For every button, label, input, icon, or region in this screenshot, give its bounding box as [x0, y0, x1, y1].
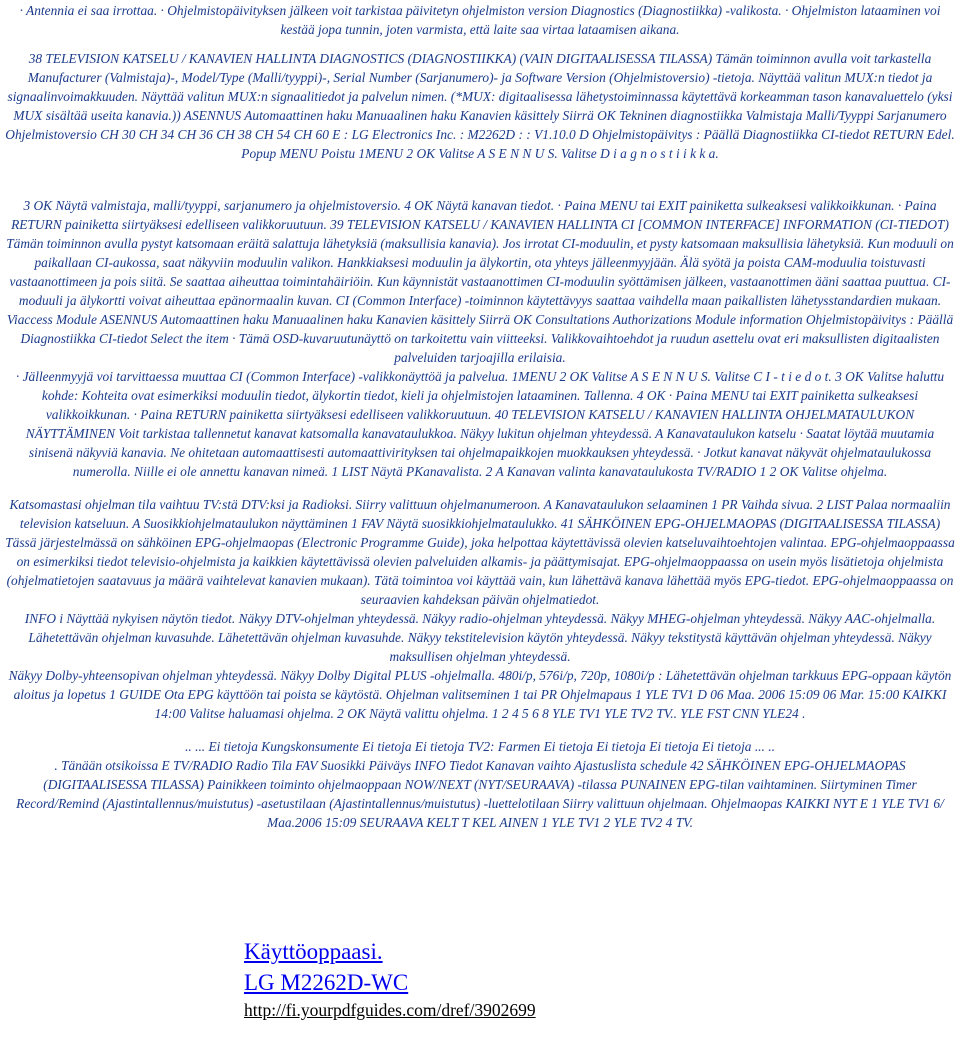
paragraph-diagnostics: 38 TELEVISION KATSELU / KANAVIEN HALLINTA DIAGNOSTICS (DIAGNOSTIIKKA) (VAIN DIGITAALISESSA TILASSA) Tämän toiminnon avulla voit tarkastella Manufacturer (Valmistaja)-, Model/Type (Malli/tyyppi)-, Serial Number (Sarjanumero)- ja Software Version (Ohjelmistoversio) -tietoja. Näyttää valitun MUX:n tiedot ja signaalinvoimakkuuden. Näyttää valitun MUX:n signaalitiedot ja palvelun nimen. (*MUX: digitaalisessa lähetystoiminnassa käytettävä korkeamman tason kanavaluettelo (yksi MUX sisältää useita kanavia.)) ASENNUS Automaattinen haku Manuaalinen haku Kanavien käsittely Siirrä OK Tekninen diagnostiikka Valmistaja Malli/Tyyppi Sarjanumero Ohjelmistoversio CH 30 CH 34 CH 36 CH 38 CH 54 CH 60 E : LG Electronics Inc. : M2262D : : V1.10.0 D Ohjelmistopäivitys : Päällä Diagnostiikka CI-tiedot RETURN Edel. Popup MENU Poistu 1MENU 2 OK Valitse A S E N N U S. Valitse D i a g n o s t i i k k a.: [5, 51, 955, 161]
paragraph-aspect: Lähetettävän ohjelman kuvasuhde. Lähetettävän ohjelman kuvasuhde. Näkyy tekstitelevision käytön yhteydessä. Näkyy tekstitystä käyttävän ohjelman yhteydessä. Näkyy maksullisen ohjelman yhteydessä.: [28, 630, 932, 664]
paragraph-info: INFO i Näyttää nykyisen näytön tiedot. Näkyy DTV-ohjelman yhteydessä. Näkyy radio-ohjelman yhteydessä. Näkyy MHEG-ohjelman yhteydessä. Näkyy AAC-ohjelmalla.: [24, 611, 936, 626]
spacer: [5, 182, 955, 196]
manual-link[interactable]: Käyttöoppaasi.: [244, 939, 383, 964]
paragraph-antenna-warning: · Antennia ei saa irrottaa. · Ohjelmistopäivityksen jälkeen voit tarkistaa päivitetyn ohjelmiston version Diagnostics (Diagnostiikka) -valikosta. · Ohjelmiston lataaminen voi kestää jopa tunnin, joten varmista, että laite saa virtaa lataamisen aikana.: [19, 3, 941, 37]
spacer: [5, 163, 955, 182]
url-link[interactable]: http://fi.yourpdfguides.com/dref/3902699: [244, 1000, 536, 1020]
paragraph-no-data: .. ... Ei tietoja Kungskonsumente Ei tietoja Ei tietoja TV2: Farmen Ei tietoja Ei tietoja Ei tietoja Ei tietoja ... ..: [185, 739, 775, 754]
paragraph-dolby: Näkyy Dolby-yhteensopivan ohjelman yhteydessä. Näkyy Dolby Digital PLUS -ohjelmalla. 480i/p, 576i/p, 720p, 1080i/p : Lähetettävän ohjelman tarkkuus EPG-oppaan käytön aloitus ja lopetus 1 GUIDE Ota EPG käyttöön tai poista se käytöstä. Ohjelman valitseminen 1 tai PR Ohjelmapaus 1 YLE TV1 D 06 Maa. 2006 15:09 06 Mar. 15:00 KAIKKI 14:00 Valitse haluamasi ohjelma. 2 OK Näytä valittu ohjelma. 1 2 4 5 6 8 YLE TV1 YLE TV2 TV.. YLE FST CNN YLE24 .: [8, 668, 952, 721]
spacer: [5, 481, 955, 495]
paragraph-guide-functions: . Tänään otsikoissa E TV/RADIO Radio Tila FAV Suosikki Päiväys INFO Tiedot Kanavan vaihto Ajastuslista schedule 42 SÄHKÖINEN EPG-OHJELMAOPAS (DIGITAALISESSA TILASSA) Painikkeen toiminto ohjelmaoppaan NOW/NEXT (NYT/SEURAAVA) -tilassa PUNAINEN EPG-tilan vaihtaminen. Siirtyminen Timer Record/Remind (Ajastintallennus/muistutus) -asetustilaan (Ajastintallennus/muistutus) -luettelotilaan Siirry valittuun ohjelmaan. Ohjelmaopas KAIKKI NYT E 1 YLE TV1 6/ Maa.2006 15:09 SEURAAVA KELT T KEL AINEN 1 YLE TV1 2 YLE TV2 4 TV.: [16, 758, 944, 830]
paragraph-epg: Katsomastasi ohjelman tila vaihtuu TV:stä DTV:ksi ja Radioksi. Siirry valittuun ohjelmanumeroon. A Kanavataulukon selaaminen 1 PR Vaihda sivua. 2 LIST Palaa normaaliin television katseluun. A Suosikkiohjelmataulukon näyttäminen 1 FAV Näytä suosikkiohjelmataulukko. 41 SÄHKÖINEN EPG-OHJELMAOPAS (DIGITAALISESSA TILASSA) Tässä järjestelmässä on sähköinen EPG-ohjelmaopas (Electronic Programme Guide), joka helpottaa käytettävissä olevien katseluvaihtoehtojen valintaa. EPG-ohjelmaoppaassa on esimerkiksi tiedot televisio-ohjelmista ja kaikkien käytettävissä olevien palveluiden alkamis- ja päättymisajat. EPG-ohjelmaoppaassa on usein myös lisätietoja ohjelmista (ohjelmatietojen saatavuus ja määrä vaihtelevat kanavien mukaan). Tätä toimintoa voi käyttää vain, kun lähettävä kanava lähettää myös EPG-tiedot. EPG-ohjelmaoppaassa on seuraavien kahdeksan päivän ohjelmatiedot.: [5, 497, 955, 607]
paragraph-channel-table: · Jälleenmyyjä voi tarvittaessa muuttaa CI (Common Interface) -valikkonäyttöä ja palvelua. 1MENU 2 OK Valitse A S E N N U S. Valitse C I - t i e d o t. 3 OK Valitse haluttu kohde: Kohteita ovat esimerkiksi moduulin tiedot, älykortin tiedot, kieli ja ohjelmistojen lataaminen. Tallenna. 4 OK · Paina MENU tai EXIT painiketta sulkeaksesi valikkoikkunan. · Paina RETURN painiketta siirtyäksesi edelliseen valikkoruutuun. 40 TELEVISION KATSELU / KANAVIEN HALLINTA OHJELMATAULUKON NÄYTTÄMINEN Voit tarkistaa tallennetut kanavat katsomalla kanavataulukkoa. Näkyy lukitun ohjelman yhteydessä. A Kanavataulukon katselu · Saatat löytää muutamia sinisenä näkyviä kanavia. Ne ohitetaan automaattisesti automaattivirityksen tai ohjelmapaikkojen muokkauksen yhteydessä. · Jotkut kanavat näkyvät ohjelmataulukossa numerolla. Niille ei ole annettu kanavan nimeä. 1 LIST Näytä PKanavalista. 2 A Kanavan valinta kanavataulukosta TV/RADIO 1 2 OK Valitse ohjelma.: [15, 369, 945, 479]
paragraph-ci-information: 3 OK Näytä valmistaja, malli/tyyppi, sarjanumero ja ohjelmistoversio. 4 OK Näytä kanavan tiedot. · Paina MENU tai EXIT painiketta sulkeaksesi valikkoikkunan. · Paina RETURN painiketta siirtyäksesi edelliseen valikkoruutuun. 39 TELEVISION KATSELU / KANAVIEN HALLINTA CI [COMMON INTERFACE] INFORMATION (CI-TIEDOT) Tämän toiminnon avulla pystyt katsomaan eräitä salattuja lähetyksiä (maksullisia kanavia). Jos irrotat CI-moduulin, et pysty katsomaan maksullisia lähetyksiä. Kun moduuli on paikallaan CI-aukossa, saat näkyviin moduulin valikon. Hankkiaksesi moduulin ja älykortin, ota yhteys jälleenmyyjään. Älä syötä ja poista CAM-moduulia toistuvasti vastaanottimeen ja pois siitä. Se saattaa aiheuttaa toimintahäiriöin. Kun käynnistät vastaanottimen CI-moduulin syöttämisen jälkeen, vastaanottimen ääni saattaa puuttua. CI-moduuli ja älykortti voivat aiheuttaa epänormaalin kuvan. CI (Common Interface) -toiminnon käytettävyys saattaa vaihdella maan paikallisten lähetysstandardien mukaan. Viaccess Module ASENNUS Automaattinen haku Manuaalinen haku Kanavien käsittely Siirrä OK Consultations Authorizations Module information Ohjelmistopäivitys : Päällä Diagnostiikka CI-tiedot Select the item · Tämä OSD-kuvaruutunäyttö on tarkoitettu vain viitteeksi. Valikkovaihtoehdot ja ruudun asettelu ovat eri maksullisten digitaalisten palveluiden tarjoajilla erilaisia.: [6, 198, 954, 365]
footer-links: [244, 936, 844, 1022]
model-link[interactable]: LG M2262D-WC: [244, 970, 409, 995]
manual-page: [5, 0, 955, 832]
spacer: [5, 39, 955, 49]
spacer: [5, 723, 955, 737]
